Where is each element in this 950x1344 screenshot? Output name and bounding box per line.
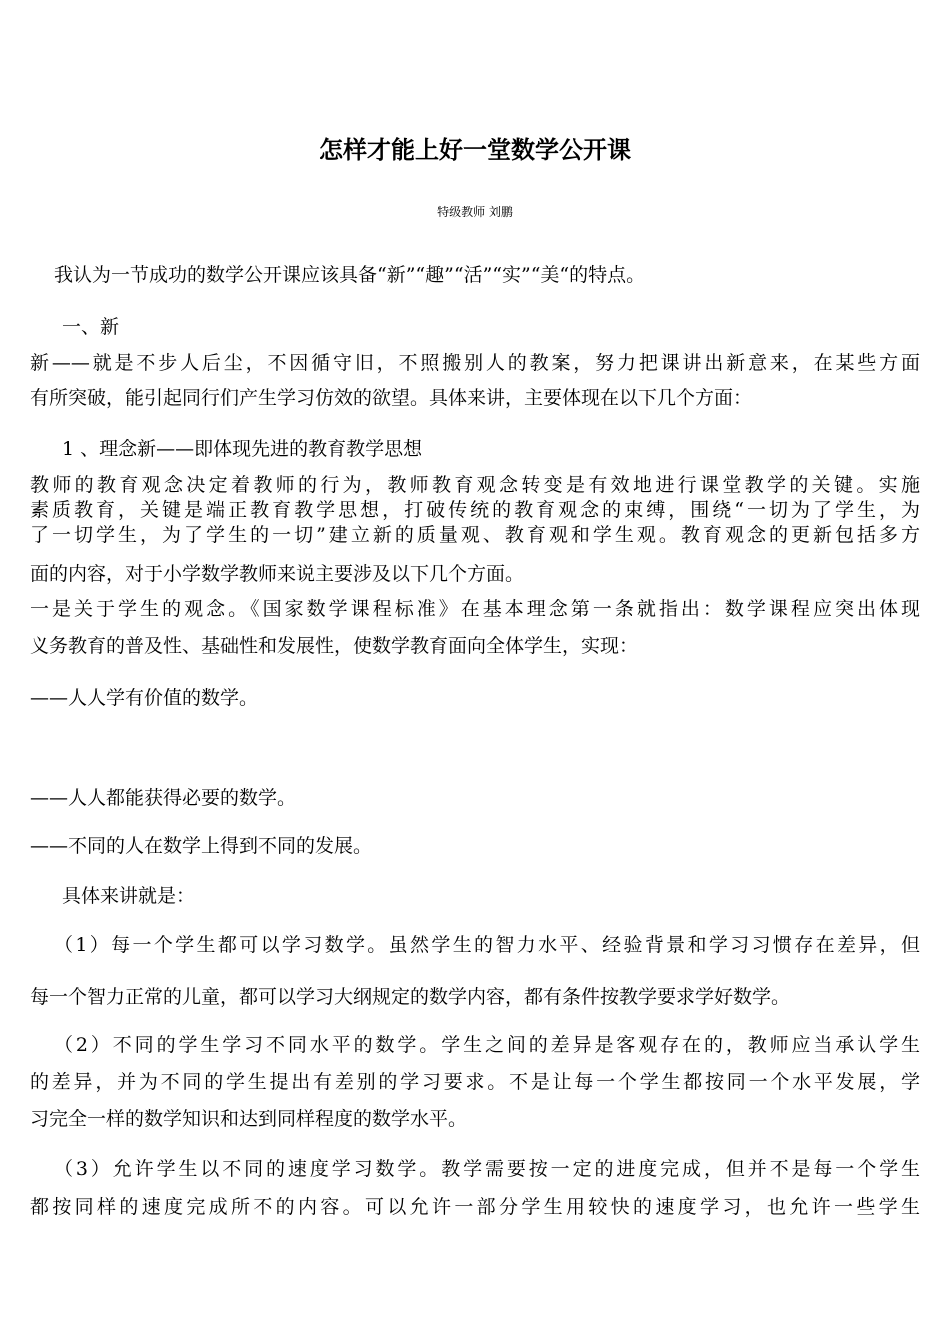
paragraph-line: 都按同样的速度完成所不的内容。可以允许一部分学生用较快的速度学习，也允许一些学生 [30, 1196, 920, 1218]
subheading-concept-new: 1 、理念新——即体现先进的教育教学思想 [62, 438, 423, 460]
paragraph-line: 有所突破，能引起同行们产生学习仿效的欲望。具体来讲，主要体现在以下几个方面： [30, 387, 753, 409]
paragraph-line: 义务教育的普及性、基础性和发展性，使数学教育面向全体学生，实现： [30, 635, 639, 657]
paragraph-line: 一是关于学生的观念。《国家数学课程标准》在基本理念第一条就指出：数学课程应突出体现 [30, 598, 920, 620]
list-item: ——人人学有价值的数学。 [30, 687, 259, 709]
paragraph-line: 新——就是不步人后尘，不因循守旧，不照搬别人的教案，努力把课讲出新意来，在某些方面 [30, 352, 920, 374]
numbered-paragraph-line: （1）每一个学生都可以学习数学。虽然学生的智力水平、经验背景和学习习惯存在差异，但 [54, 934, 920, 956]
numbered-paragraph-line: （2）不同的学生学习不同水平的数学。学生之间的差异是客观存在的，教师应当承认学生 [54, 1034, 920, 1056]
list-item: ——人人都能获得必要的数学。 [30, 787, 297, 809]
paragraph-line: 习完全一样的数学知识和达到同样程度的数学水平。 [30, 1108, 468, 1130]
list-item: ——不同的人在数学上得到不同的发展。 [30, 835, 373, 857]
paragraph-line: 面的内容，对于小学数学教师来说主要涉及以下几个方面。 [30, 563, 525, 585]
paragraph-line: 了一切学生，为了学生的一切”建立新的质量观、教育观和学生观。教育观念的更新包括多方 [30, 524, 920, 546]
paragraph-line: 素质教育，关键是端正教育教学思想，打破传统的教育观念的束缚，围绕“一切为了学生，为 [30, 499, 920, 521]
paragraph-line: 每一个智力正常的儿童，都可以学习大纲规定的数学内容，都有条件按教学要求学好数学。 [30, 986, 791, 1008]
section-heading-new: 一、新 [62, 316, 120, 338]
document-author: 特级教师 刘鹏 [437, 205, 513, 219]
paragraph-line: 具体来讲就是： [62, 885, 196, 907]
paragraph-line: 的差异，并为不同的学生提出有差别的学习要求。不是让每一个学生都按同一个水平发展，学 [30, 1071, 920, 1093]
numbered-paragraph-line: （3）允许学生以不同的速度学习数学。教学需要按一定的进度完成，但并不是每一个学生 [54, 1158, 920, 1180]
intro-line: 我认为一节成功的数学公开课应该具备“新”“趣”“活”“实”“美“的特点。 [54, 264, 646, 286]
document-title: 怎样才能上好一堂数学公开课 [319, 135, 631, 164]
paragraph-line: 教师的教育观念决定着教师的行为，教师教育观念转变是有效地进行课堂教学的关键。实施 [30, 474, 920, 496]
